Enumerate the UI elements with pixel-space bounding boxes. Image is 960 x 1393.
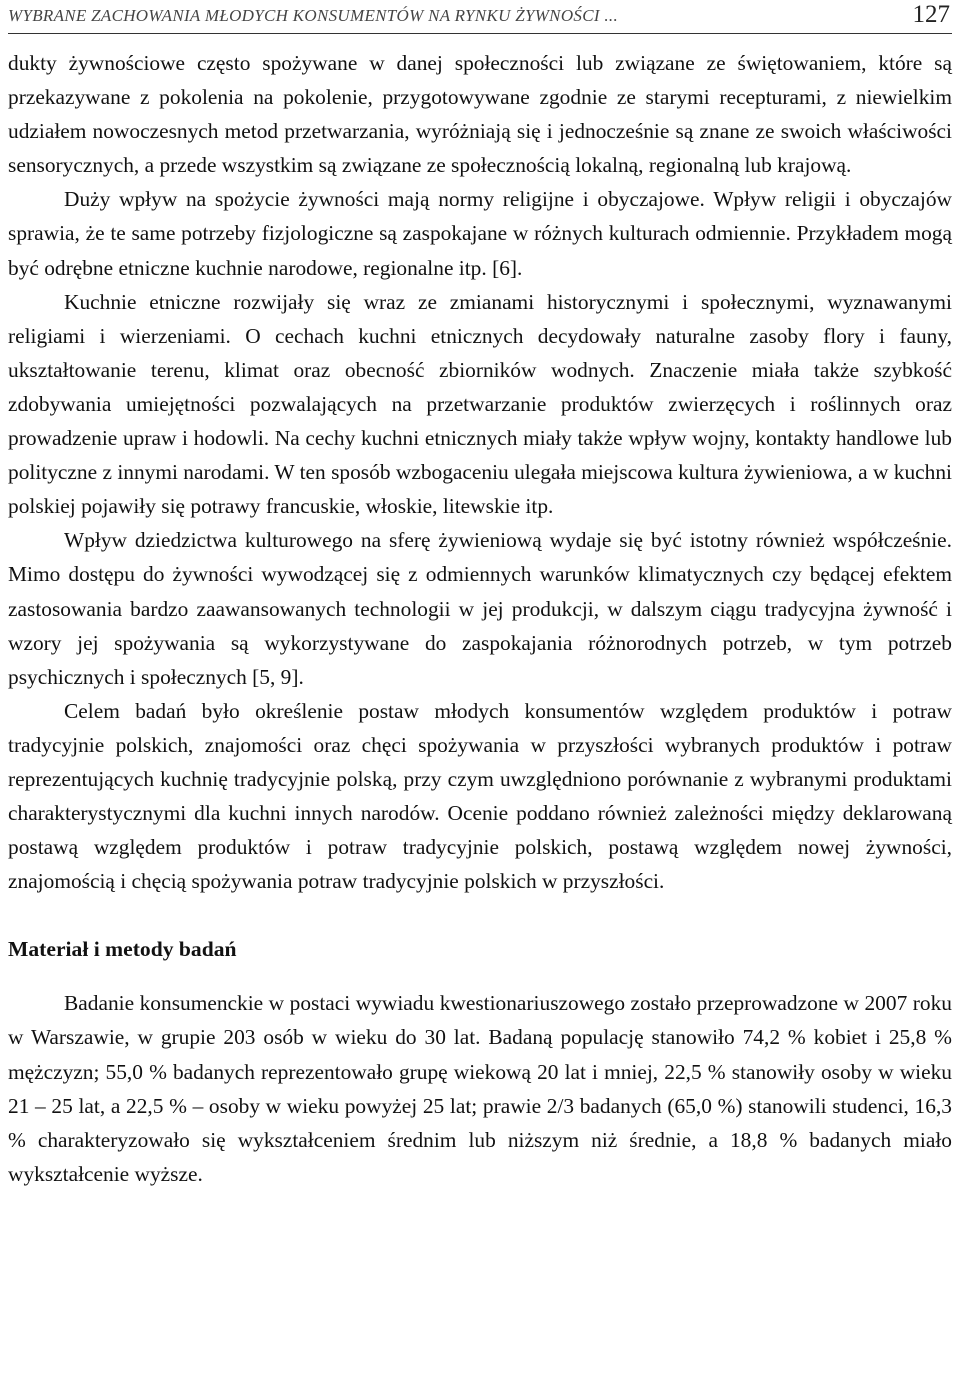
section-heading: Materiał i metody badań <box>8 937 237 962</box>
page-number: 127 <box>912 1 950 28</box>
header-divider <box>8 33 952 34</box>
body-paragraph: Wpływ dziedzictwa kulturowego na sferę żywieniową wydaje się być istotny również współcześnie. Mimo dostępu do żywności wywodzącej się z odmiennych warunków klimatycznych czy będącej efektem zastosowania bardzo zaawansowanych technologii w jej produkcji, w dalszym ciągu tradycyjna żywność i wzory jej spożywania są wykorzystywane do zaspokajania różnorodnych potrzeb, w tym potrzeb psychicznych i społecznych [5, 9]. <box>8 528 952 689</box>
section-paragraph: Badanie konsumenckie w postaci wywiadu kwestionariuszowego zostało przeprowadzone w 2007 roku w Warszawie, w grupie 203 osób w wieku do 30 lat. Badaną populację stanowiło 74,2 % kobiet i 25,8 % mężczyzn; 55,0 % badanych reprezentowało grupę wiekową 20 lat i mniej, 22,5 % stanowiły osoby w wieku 21 – 25 lat, a 22,5 % – osoby w wieku powyżej 25 lat; prawie 2/3 badanych (65,0 %) stanowili studenci, 16,3 % charakteryzowało się wykształceniem średnim lub niższym niż średnie, a 18,8 % badanych miało wykształcenie wyższe. <box>8 991 952 1186</box>
body-paragraph: Celem badań było określenie postaw młodych konsumentów względem produktów i potraw tradycyjnie polskich, znajomości oraz chęci spożywania w przyszłości wybranych produktów i potraw reprezentujących kuchnię tradycyjnie polską, przy czym uwzględniono porównanie z wybranymi produktami charakterystycznymi dla kuchni innych narodów. Ocenie poddano również zależności między deklarowaną postawą względem produktów i potraw tradycyjnie polskich, postawą względem nowej żywności, znajomością i chęcią spożywania potraw tradycyjnie polskich w przyszłości. <box>8 698 952 894</box>
article-body <box>8 46 952 1191</box>
body-paragraph: dukty żywnościowe często spożywane w danej społeczności lub związane ze świętowaniem, które są przekazywane z pokolenia na pokolenie, przygotowywane zgodnie ze starymi recepturami, z niewielkim udziałem nowoczesnych metod przetwarzania, wyróżniają się i jednocześnie są znane ze swoich właściwości sensorycznych, a przede wszystkim są związane ze społecznością lokalną, regionalną lub krajową. <box>8 51 952 178</box>
body-paragraph: Kuchnie etniczne rozwijały się wraz ze zmianami historycznymi i społecznymi, wyznawanymi religiami i wierzeniami. O cechach kuchni etnicznych decydowały naturalne zasoby flory i fauny, ukształtowanie terenu, klimat oraz obecność zbiorników wodnych. Znaczenie miała także szybkość zdobywania umiejętności pozwalających na przetwarzanie produktów zwierzęcych i roślinnych oraz prowadzenie upraw i hodowli. Na cechy kuchni etnicznych miały także wpływ wojny, kontakty handlowe lub polityczne z innymi narodami. W ten sposób wzbogaceniu ulegała miejscowa kultura żywieniowa, a w kuchni polskiej pojawiły się potrawy francuskie, włoskie, litewskie itp. <box>8 289 952 519</box>
page-header <box>8 0 952 36</box>
body-paragraph: Duży wpływ na spożycie żywności mają normy religijne i obyczajowe. Wpływ religii i obyczajów sprawia, że te same potrzeby fizjologiczne są zaspokajane w różnych kulturach odmiennie. Przykładem mogą być odrębne etniczne kuchnie narodowe, regionalne itp. [6]. <box>8 187 952 280</box>
running-title: WYBRANE ZACHOWANIA MŁODYCH KONSUMENTÓW NA RYNKU ŻYWNOŚCI ... <box>8 6 618 25</box>
